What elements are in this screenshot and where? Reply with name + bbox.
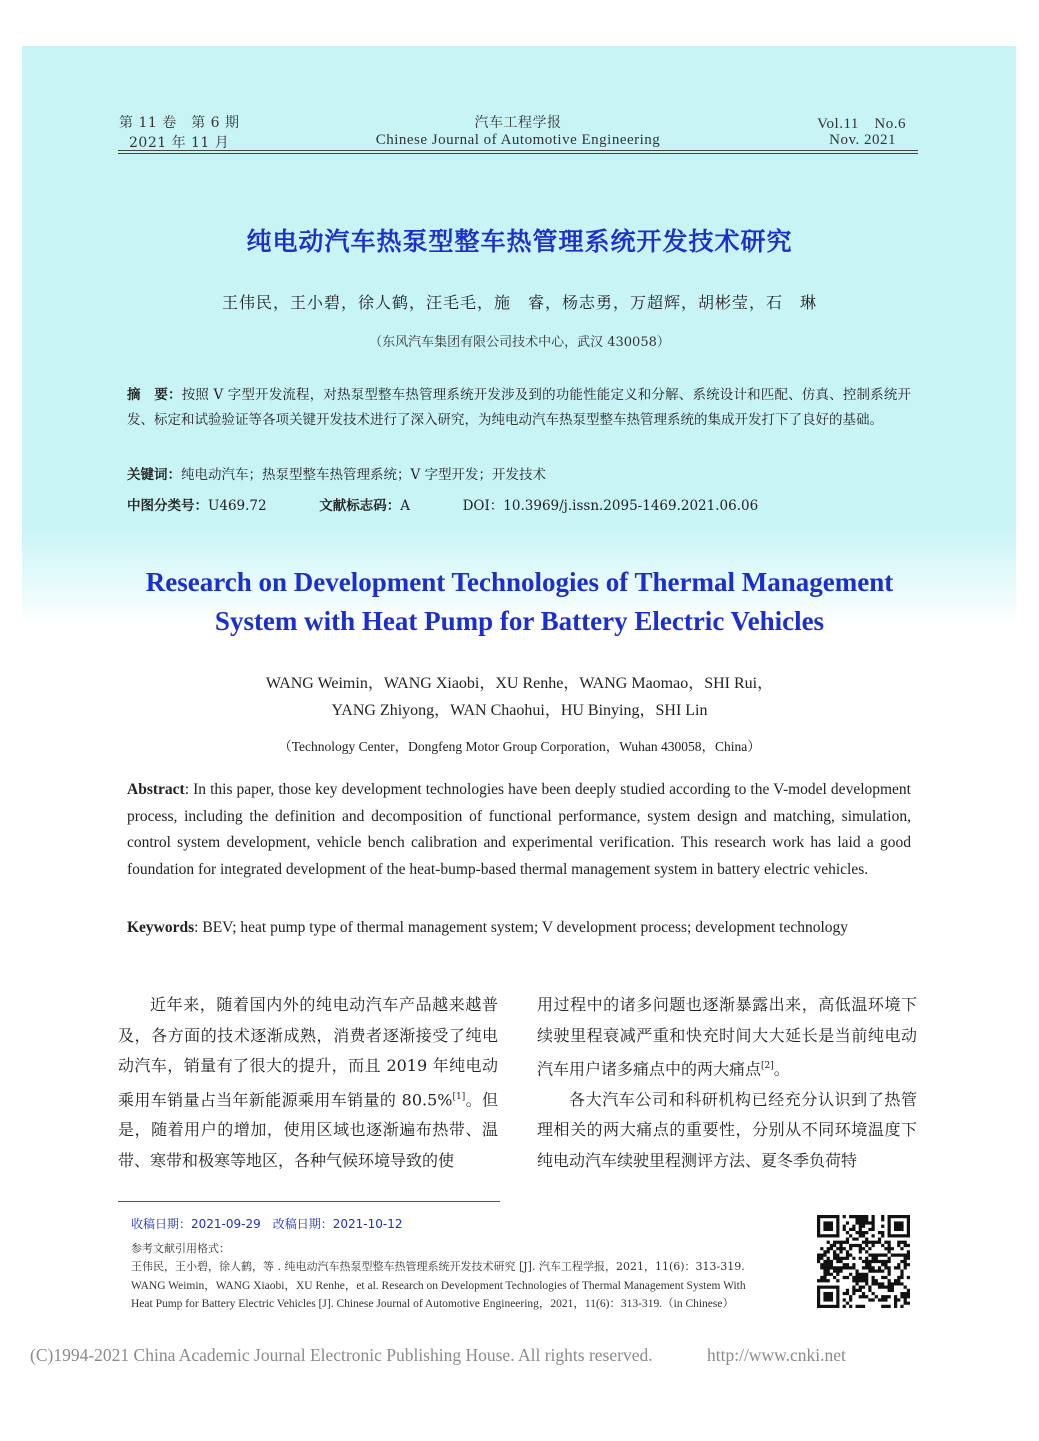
body-text: 。但是，随着用户的增加，使用区域也逐渐遍布热带、温带、寒带和极寒等地区，各种气候环境导致的使 bbox=[118, 1089, 498, 1170]
keywords-en-label: Keywords bbox=[127, 919, 195, 936]
header-vol-issue-cn: 第 11 卷 第 6 期 bbox=[119, 115, 240, 131]
classification-line bbox=[127, 494, 758, 519]
footnote-cite-en-1: WANG Weimin，WANG Xiaobi，XU Renhe，et al. Research on Development Technologies of Thermal Management System With bbox=[131, 1280, 746, 1292]
body-text: 近年来，随着国内外的纯电动汽车产品越来越普及，各方面的技术逐渐成熟，消费者逐渐接受了纯电动汽车，销量有了很大的提升，而且 2019 年纯电动乘用车销量占当年新能源乘用车销量的 80.5% bbox=[118, 995, 498, 1109]
header-rule-bottom bbox=[118, 153, 918, 154]
keywords-cn-label: 关键词： bbox=[127, 467, 181, 483]
header-rule-top bbox=[118, 150, 918, 151]
affiliation-en: （Technology Center，Dongfeng Motor Group Corporation，Wuhan 430058，China） bbox=[278, 739, 761, 754]
footnote-cite-en-2: Heat Pump for Battery Electric Vehicles [J]. Chinese Journal of Automotive Engineering，2021，11(6)：313-319.（in Chinese） bbox=[131, 1298, 734, 1310]
copyright-notice: (C)1994-2021 China Academic Journal Electronic Publishing House. All rights reserved. bbox=[30, 1345, 653, 1365]
abstract-en bbox=[127, 777, 911, 883]
authors-en bbox=[0, 670, 1039, 724]
paper-title-en-line1: Research on Development Technologies of Thermal Management bbox=[145, 567, 894, 597]
paper-title-cn: 纯电动汽车热泵型整车热管理系统开发技术研究 bbox=[246, 227, 793, 256]
keywords-cn bbox=[127, 463, 911, 488]
header-date-cn: 2021 年 11 月 bbox=[129, 135, 230, 151]
footnote-received-date: 收稿日期：2021-09-29 改稿日期：2021-10-12 bbox=[131, 1217, 403, 1231]
doc-code-value: A bbox=[400, 498, 410, 514]
footnote-cite-cn: 王伟民，王小碧，徐人鹤，等 . 纯电动汽车热泵型整车热管理系统开发技术研究 [J]. 汽车工程学报，2021，11(6)：313-319. bbox=[131, 1260, 745, 1273]
doc-code-label: 文献标志码： bbox=[319, 498, 401, 514]
keywords-cn-text: 纯电动汽车；热泵型整车热管理系统；V 字型开发；开发技术 bbox=[181, 467, 547, 483]
header-date-en: Nov. 2021 bbox=[829, 132, 896, 148]
body-text: 用过程中的诸多问题也逐渐暴露出来，高低温环境下续驶里程衰减严重和快充时间大大延长是当前纯电动汽车用户诸多痛点中的两大痛点 bbox=[537, 995, 917, 1079]
header-vol-issue-en: Vol.11 No.6 bbox=[817, 116, 906, 132]
authors-en-line1: WANG Weimin，WANG Xiaobi，XU Renhe，WANG Maomao，SHI Rui， bbox=[265, 675, 774, 692]
abstract-en-label: Abstract bbox=[127, 781, 185, 798]
cnki-link[interactable]: http://www.cnki.net bbox=[707, 1345, 846, 1365]
body-column-left bbox=[118, 990, 498, 1176]
clc-label: 中图分类号： bbox=[127, 498, 208, 514]
abstract-cn-label: 摘 要： bbox=[127, 387, 182, 403]
footnote-rule bbox=[118, 1201, 500, 1202]
citation-ref-2[interactable]: [2] bbox=[761, 1061, 774, 1071]
keywords-en bbox=[127, 915, 911, 942]
body-column-right bbox=[537, 990, 917, 1176]
authors-en-line2: YANG Zhiyong，WAN Chaohui，HU Binying，SHI Lin bbox=[331, 702, 708, 719]
abstract-en-text: : In this paper, those key development technologies have been deeply studied according to the V-model development process, including the definition and decomposition of functional performance, system design and matching, simulation, control system development, vehicle bench calibration and experimental verification. This research work has laid a good foundation for integrated development of the heat-bump-based thermal management system in battery electric vehicles. bbox=[127, 781, 911, 878]
abstract-cn-text: 按照 V 字型开发流程，对热泵型整车热管理系统开发涉及到的功能性能定义和分解、系统设计和匹配、仿真、控制系统开发、标定和试验验证等各项关键开发技术进行了深入研究，为纯电动汽车热泵型整车热管理系统的集成开发打下了良好的基础。 bbox=[127, 387, 911, 428]
body-paragraph-1 bbox=[118, 990, 498, 1176]
doi-label: DOI： bbox=[462, 498, 504, 514]
abstract-cn bbox=[127, 383, 911, 433]
paper-title-en-line2: System with Heat Pump for Battery Electric Vehicles bbox=[214, 606, 825, 636]
affiliation-cn: （东风汽车集团有限公司技术中心，武汉 430058） bbox=[369, 335, 670, 350]
footnote-cite-label: 参考文献引用格式： bbox=[131, 1242, 230, 1255]
keywords-en-text: : BEV; heat pump type of thermal management system; V development process; development technology bbox=[194, 919, 849, 936]
citation-ref-1[interactable]: [1] bbox=[452, 1091, 466, 1102]
body-paragraph-2: 各大汽车公司和科研机构已经充分认识到了热管理相关的两大痛点的重要性，分别从不同环境温度下纯电动汽车续驶里程测评方法、夏冬季负荷特 bbox=[537, 1089, 917, 1170]
body-text: 。 bbox=[773, 1059, 790, 1079]
paper-title-en bbox=[0, 563, 1039, 641]
doi-value: 10.3969/j.issn.2095-1469.2021.06.06 bbox=[503, 498, 759, 514]
header-journal-en: Chinese Journal of Automotive Engineering bbox=[375, 132, 661, 148]
qr-code-icon[interactable] bbox=[817, 1215, 910, 1308]
clc-value: U469.72 bbox=[208, 498, 267, 514]
authors-cn: 王伟民，王小碧，徐人鹤，汪毛毛，施 睿，杨志勇，万超辉，胡彬莹，石 琳 bbox=[221, 293, 817, 312]
body-paragraph-1-cont bbox=[537, 990, 917, 1085]
header-journal-cn: 汽车工程学报 bbox=[474, 115, 562, 131]
